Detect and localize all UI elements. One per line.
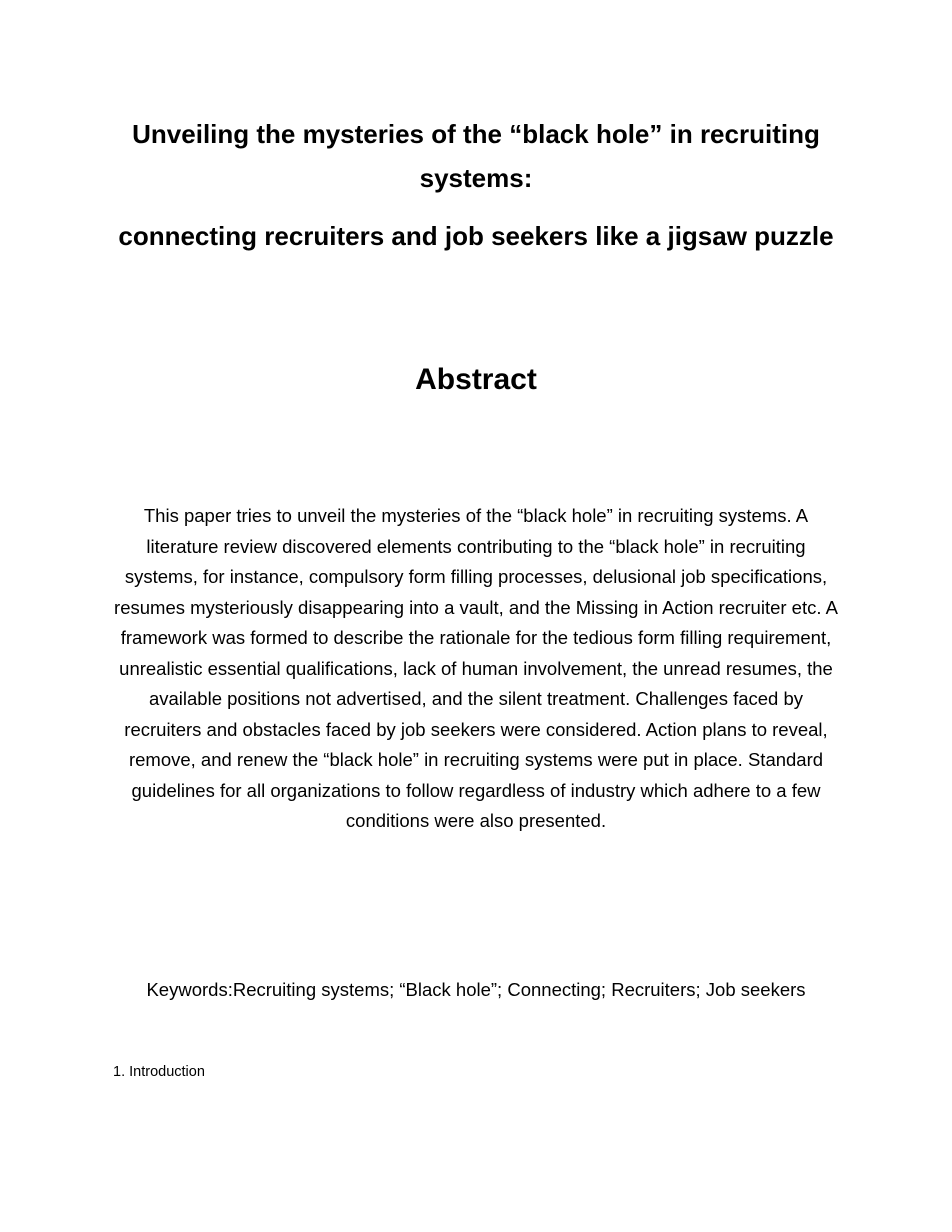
abstract-heading: Abstract xyxy=(415,363,537,396)
section-heading-introduction: 1. Introduction xyxy=(113,1064,205,1080)
keywords-line: Keywords:Recruiting systems; “Black hole”; Connecting; Recruiters; Job seekers xyxy=(146,979,806,1000)
paper-title: Unveiling the mysteries of the “black hole” in recruiting systems: xyxy=(132,119,820,193)
paper-subtitle: connecting recruiters and job seekers like a jigsaw puzzle xyxy=(118,221,834,251)
abstract-body: This paper tries to unveil the mysteries of the “black hole” in recruiting systems. A literature review discovered elements contributing to the “black hole” in recruiting systems, for instance, compulsory form filling processes, delusional job specifications, resumes mysteriously disappearing into a vault, and the Missing in Action recruiter etc. A framework was formed to describe the rationale for the tedious form filling requirement, unrealistic essential qualifications, lack of human involvement, the unread resumes, the available positions not advertised, and the silent treatment. Challenges faced by recruiters and obstacles faced by job seekers were considered. Action plans to reveal, remove, and renew the “black hole” in recruiting systems were put in place. Standard guidelines for all organizations to follow regardless of industry which adhere to a few conditions were also presented. xyxy=(114,505,838,831)
